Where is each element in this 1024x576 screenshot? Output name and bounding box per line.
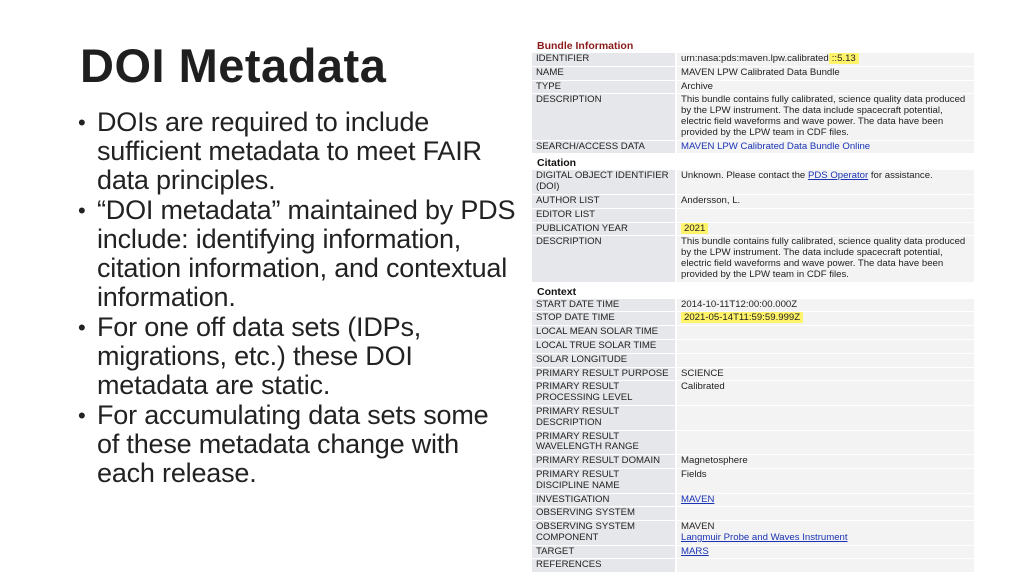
row-publication-year: [532, 223, 974, 236]
row-stop-date: [532, 312, 974, 325]
value-local-mean-solar-time: [677, 326, 974, 339]
value-references: [677, 559, 974, 572]
row-search-access: [532, 141, 974, 154]
row-observing-system-component: [532, 521, 974, 545]
value-observing-system-component: [677, 521, 974, 545]
bullet-item: • “DOI metadata” maintained by PDS include: identifying information, citation information, and contextual information.: [76, 196, 516, 312]
value-start-date: 2014-10-11T12:00:00.000Z: [677, 299, 974, 312]
value-citation-description: This bundle contains fully calibrated, science quality data produced by the LPW instrument. The data include spacecraft potential, electric field waveforms and wave power. The data have been provided by the LPW team in CDF files.: [677, 236, 974, 281]
context-section: [532, 286, 974, 573]
bullet-item: • For one off data sets (IDPs, migrations, etc.) these DOI metadata are static.: [76, 313, 516, 400]
bundle-online-link[interactable]: MAVEN LPW Calibrated Data Bundle Online: [681, 140, 871, 152]
section-header-bundle: Bundle Information: [537, 40, 634, 52]
label-type: TYPE: [532, 81, 675, 94]
doi-text-after: for assistance.: [868, 170, 933, 182]
label-primary-result-purpose: PRIMARY RESULT PURPOSE: [532, 368, 675, 381]
bullet-list: [76, 108, 516, 489]
row-observing-system: [532, 507, 974, 520]
bundle-information-section: [532, 40, 974, 153]
value-discipline-name: Fields: [677, 469, 974, 493]
row-local-true-solar-time: [532, 340, 974, 353]
component-instrument-link[interactable]: Langmuir Probe and Waves Instrument: [681, 531, 848, 543]
value-investigation: [677, 494, 974, 507]
row-result-domain: [532, 455, 974, 468]
label-discipline-name: PRIMARY RESULT DISCIPLINE NAME: [532, 469, 675, 493]
target-link[interactable]: MARS: [681, 545, 709, 557]
value-publication-year: [677, 223, 974, 236]
label-name: NAME: [532, 67, 675, 80]
row-author-list: [532, 195, 974, 208]
row-local-mean-solar-time: [532, 326, 974, 339]
row-references: [532, 559, 974, 572]
label-local-mean-solar-time: LOCAL MEAN SOLAR TIME: [532, 326, 675, 339]
component-host: MAVEN: [681, 521, 715, 533]
label-result-description: PRIMARY RESULT DESCRIPTION: [532, 406, 675, 430]
row-processing-level: [532, 381, 974, 405]
label-local-true-solar-time: LOCAL TRUE SOLAR TIME: [532, 340, 675, 353]
row-discipline-name: [532, 469, 974, 493]
label-publication-year: PUBLICATION YEAR: [532, 223, 675, 236]
identifier-prefix: urn:nasa:pds:maven.lpw.calibrated: [681, 53, 829, 64]
label-author-list: AUTHOR LIST: [532, 195, 675, 208]
bullet-item: • For accumulating data sets some of these metadata change with each release.: [76, 401, 516, 488]
value-local-true-solar-time: [677, 340, 974, 353]
bullet-item: • DOIs are required to include sufficient metadata to meet FAIR data principles.: [76, 108, 516, 195]
label-citation-description: DESCRIPTION: [532, 236, 675, 281]
value-result-description: [677, 406, 974, 430]
row-type: [532, 81, 974, 94]
label-processing-level: PRIMARY RESULT PROCESSING LEVEL: [532, 381, 675, 405]
value-author-list: Andersson, L.: [677, 195, 974, 208]
value-description: This bundle contains fully calibrated, science quality data produced by the LPW instrument. The data include spacecraft potential, electric field waveforms and wave power. The data have been provided by the LPW team in CDF files.: [677, 94, 974, 139]
value-solar-longitude: [677, 354, 974, 367]
metadata-screenshot: [532, 40, 974, 576]
citation-section: [532, 157, 974, 281]
value-name: MAVEN LPW Calibrated Data Bundle: [677, 67, 974, 80]
row-wavelength-range: [532, 431, 974, 455]
row-identifier: [532, 53, 974, 66]
pds-operator-link[interactable]: PDS Operator: [807, 170, 869, 182]
label-result-domain: PRIMARY RESULT DOMAIN: [532, 455, 675, 468]
row-citation-description: [532, 236, 974, 281]
label-editor-list: EDITOR LIST: [532, 209, 675, 222]
label-identifier: IDENTIFIER: [532, 53, 675, 66]
value-doi: [677, 170, 974, 194]
investigation-link[interactable]: MAVEN: [681, 493, 715, 505]
value-editor-list: [677, 209, 974, 222]
row-description: [532, 94, 974, 139]
row-investigation: [532, 494, 974, 507]
row-editor-list: [532, 209, 974, 222]
label-description: DESCRIPTION: [532, 94, 675, 139]
label-observing-system: OBSERVING SYSTEM: [532, 507, 675, 520]
identifier-version-highlight: ::5.13: [829, 53, 859, 64]
doi-text-before: Unknown. Please contact the: [681, 170, 808, 182]
label-start-date: START DATE TIME: [532, 299, 675, 312]
value-result-domain: Magnetosphere: [677, 455, 974, 468]
stop-date-highlight: 2021-05-14T11:59:59.999Z: [681, 312, 803, 323]
value-observing-system: [677, 507, 974, 520]
label-observing-system-component: OBSERVING SYSTEM COMPONENT: [532, 521, 675, 545]
publication-year-highlight: 2021: [681, 223, 708, 234]
section-header-context: Context: [537, 285, 577, 298]
value-target: [677, 546, 974, 559]
row-result-description: [532, 406, 974, 430]
row-primary-result-purpose: [532, 368, 974, 381]
value-search-access: [677, 141, 974, 154]
row-name: [532, 67, 974, 80]
slide-title: DOI Metadata: [80, 39, 387, 92]
label-target: TARGET: [532, 546, 675, 559]
label-stop-date: STOP DATE TIME: [532, 312, 675, 325]
value-wavelength-range: [677, 431, 974, 455]
label-investigation: INVESTIGATION: [532, 494, 675, 507]
label-wavelength-range: PRIMARY RESULT WAVELENGTH RANGE: [532, 431, 675, 455]
label-solar-longitude: SOLAR LONGITUDE: [532, 354, 675, 367]
row-target: [532, 546, 974, 559]
value-primary-result-purpose: SCIENCE: [677, 368, 974, 381]
value-type: Archive: [677, 81, 974, 94]
row-solar-longitude: [532, 354, 974, 367]
label-doi: DIGITAL OBJECT IDENTIFIER (DOI): [532, 170, 675, 194]
label-references: REFERENCES: [532, 559, 675, 572]
value-identifier: [677, 53, 974, 66]
value-processing-level: Calibrated: [677, 381, 974, 405]
row-doi: [532, 170, 974, 194]
row-start-date: [532, 299, 974, 312]
section-header-citation: Citation: [537, 157, 577, 170]
value-stop-date: [677, 312, 974, 325]
label-search-access: SEARCH/ACCESS DATA: [532, 141, 675, 154]
